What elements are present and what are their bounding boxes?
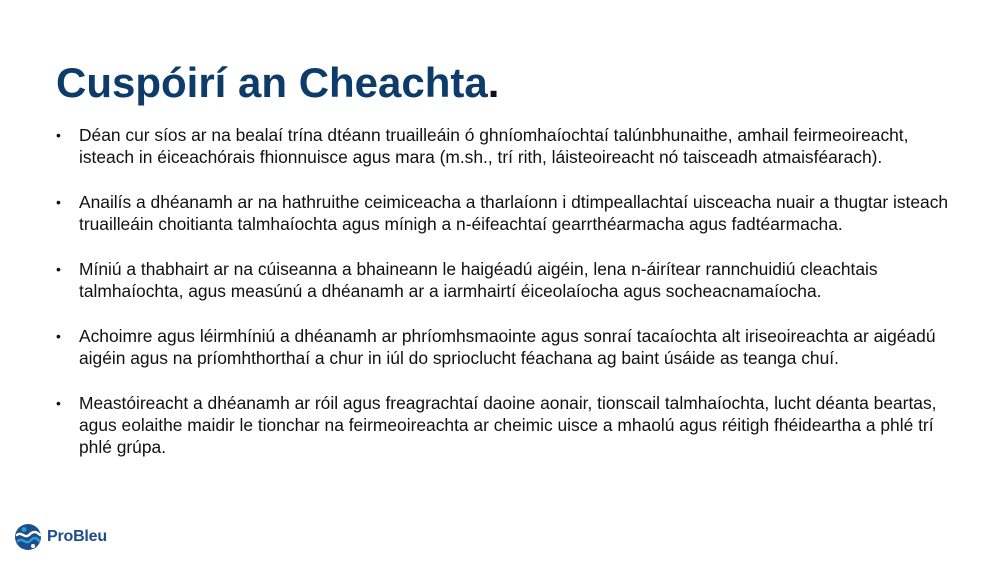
slide-title-text: Cuspóirí an Cheachta [56,59,488,106]
logo-text: ProBleu [47,528,107,545]
objective-text: Anailís a dhéanamh ar na hathruithe ceimiceacha a tharlaíonn i dtimpeallachtaí uisceacha nuair a thugtar isteach truailleáin choitianta talmhaíochta agus mínigh a n-éifeachtaí gearrthéarmacha agus fadtéarmacha. [79,191,949,235]
objective-item [56,392,961,459]
slide-title-dot: . [487,59,500,106]
bullet-marker: • [56,260,61,277]
probleu-logo-icon [13,522,43,552]
bullet-marker: • [56,327,61,344]
bullet-marker: • [56,127,61,143]
objective-item [56,325,961,370]
objective-text: Achoimre agus léirmhíniú a dhéanamh ar phríomhsmaointe agus sonraí tacaíochta alt iriseoireachta ar aigéadú aigéin agus na príomhthorthaí a chur in iúl do sprioclucht féachana ag baint úsáide as teanga chuí. [79,325,936,368]
objective-text: Meastóireacht a dhéanamh ar róil agus freagrachtaí daoine aonair, tionscail talmhaíochta, lucht déanta beartas, agus eolaithe maidir le tionchar na feirmeoireachta ar cheimic uisce a mhaolú agus réitigh fhéideartha a phlé trí phlé grúpa. [79,392,937,458]
objective-item [56,124,961,169]
bullet-marker: • [56,394,61,411]
objective-item [56,191,961,236]
objective-text: Míniú a thabhairt ar na cúiseanna a bhaineann le haigéadú aigéin, lena n-áirítear rannchuidiú cleachtais talmhaíochta, agus measúnú a dhéanamh ar a iarmhairtí éiceolaíocha agus socheacnamaíocha. [79,258,878,302]
objective-item [56,258,961,303]
objective-text: Déan cur síos ar na bealaí trína dtéann truailleáin ó ghníomhaíochtaí talúnbhunaithe, amhail feirmeoireacht, isteach in éiceachórais fhionnuisce agus mara (m.sh., trí rith, láisteoireacht nó taisceadh atmaisféarach). [79,125,909,168]
objectives-list [56,124,961,481]
probleu-logo [13,522,107,552]
bullet-marker: • [56,193,61,210]
slide-title [56,58,499,108]
